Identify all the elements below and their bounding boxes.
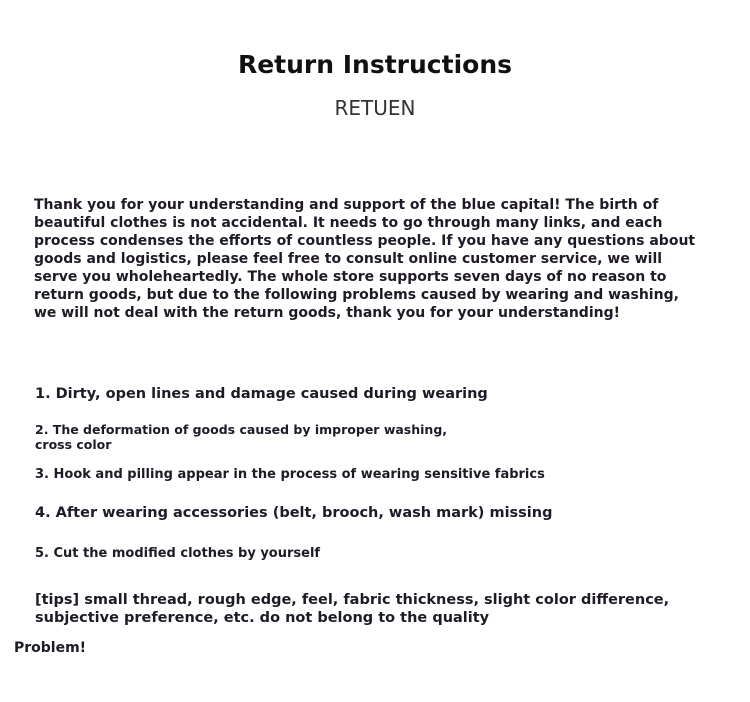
return-rule-item: 2. The deformation of goods caused by improper washing, cross color (35, 422, 448, 452)
intro-paragraph: Thank you for your understanding and support of the blue capital! The birth of beautiful clothes is not accidental. It needs to go through many links, and each process condenses the efforts of countless people. If you have any questions about goods and logistics, please feel free to consult online customer service, we will serve you wholeheartedly. The whole store supports seven days of no reason to return goods, but due to the following problems caused by wearing and washing, we will not deal with the return goods, thank you for your understanding! (34, 197, 696, 321)
return-rule-item: 3. Hook and pilling appear in the process of wearing sensitive fabrics (35, 467, 545, 482)
page-subtitle: RETUEN (334, 96, 416, 120)
tips-note: [tips] small thread, rough edge, feel, fabric thickness, slight color difference, subjective preference, etc. do not belong to the quality (35, 592, 670, 626)
return-rule-item: 1. Dirty, open lines and damage caused during wearing (35, 386, 488, 402)
return-rule-item: 5. Cut the modified clothes by yourself (35, 546, 321, 561)
problem-label: Problem! (14, 640, 87, 656)
return-rule-item: 4. After wearing accessories (belt, brooch, wash mark) missing (35, 505, 553, 521)
page-title: Return Instructions (237, 50, 513, 79)
